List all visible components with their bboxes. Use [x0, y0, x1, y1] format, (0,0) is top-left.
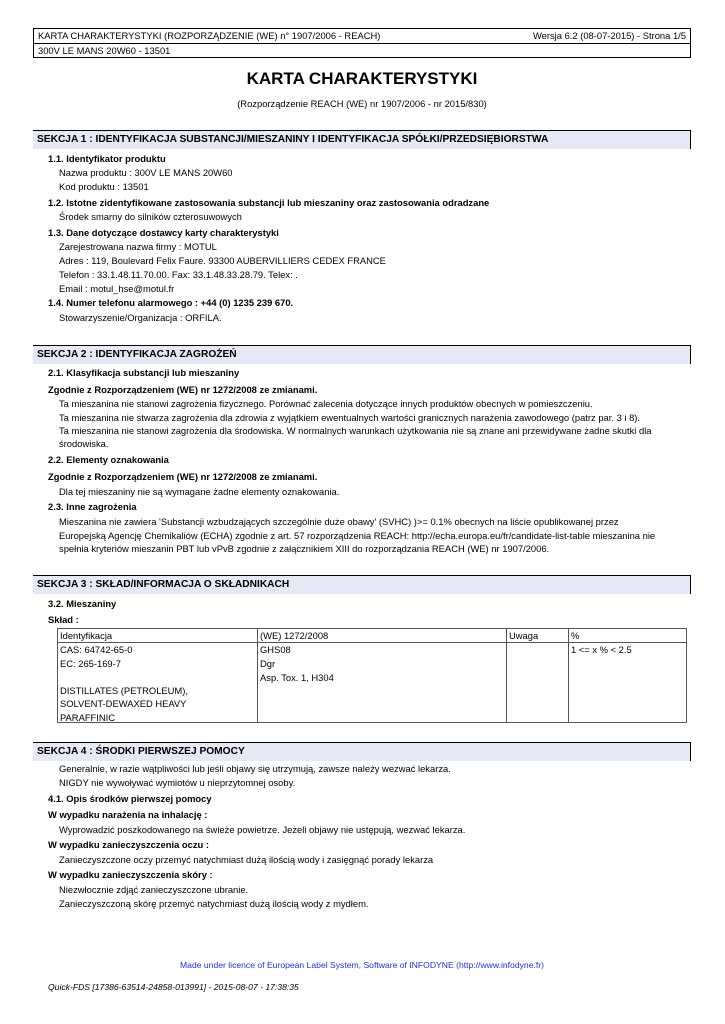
- s1-email[interactable]: Email : motul_hse@motul.fr: [59, 283, 175, 294]
- table-header-identyfikacja: Identyfikacja: [60, 630, 113, 641]
- s2-p1: Ta mieszanina nie stanowi zagrożenia fizycznego. Porównać zalecenia dotyczące innych produktów obecnych w pomieszczeniu.: [59, 398, 593, 409]
- table-cell-name-line3: PARAFFINIC: [60, 712, 116, 723]
- document-header: [33, 28, 691, 58]
- header-doc-name: KARTA CHARAKTERYSTYKI (ROZPORZĄDZENIE (WE) n° 1907/2006 - REACH): [38, 30, 381, 41]
- s2-reg1: Zgodnie z Rozporządzeniem (WE) nr 1272/2008 ze zmianami.: [48, 384, 318, 395]
- page-title: KARTA CHARAKTERYSTYKI: [246, 69, 478, 88]
- table-cell-asp: Asp. Tox. 1, H304: [260, 672, 334, 683]
- s2-p2: Ta mieszanina nie stwarza zagrożenia dla zdrowia z wyjątkiem ewentualnych wartości granicznych narażenia zawodowego (patrz par. 3 i 8).: [59, 412, 641, 423]
- table-cell-name-line2: SOLVENT-DEWAXED HEAVY: [60, 698, 187, 709]
- s1-use: Środek smarny do silników czterosuwowych: [59, 211, 242, 222]
- table-col-divider: [506, 629, 507, 722]
- table-cell-cas: CAS: 64742-65-0: [60, 644, 133, 655]
- s4-skin-heading: W wypadku zanieczyszczenia skóry :: [48, 869, 213, 880]
- table-cell-dgr: Dgr: [260, 658, 276, 669]
- table-cell-ghs: GHS08: [260, 644, 291, 655]
- table-cell-ec: EC: 265-169-7: [60, 658, 121, 669]
- s1-h12: 1.2. Istotne zidentyfikowane zastosowania substancji lub mieszaniny oraz zastosowania odradzane: [48, 197, 490, 208]
- header-row-product: [34, 43, 690, 57]
- table-col-divider: [568, 629, 569, 722]
- table-header-we: (WE) 1272/2008: [260, 630, 329, 641]
- s4-eye-heading: W wypadku zanieczyszczenia oczu :: [48, 839, 209, 850]
- s2-p3: Ta mieszanina nie stanowi zagrożenia dla środowiska. W normalnych warunkach użytkowania nie są znane ani przewidywane żadne skutki dla środowiska.: [59, 425, 652, 449]
- table-header-percent: %: [571, 630, 580, 641]
- s4-skin-2: Zanieczyszczoną skórę przemyć natychmiast dużą ilością wody z mydłem.: [59, 898, 369, 909]
- section-2-heading: SEKCJA 2 : IDENTYFIKACJA ZAGROŻEŃ: [33, 345, 691, 364]
- s4-inhalation-heading: W wypadku narażenia na inhalację :: [48, 809, 208, 820]
- section-1-heading: SEKCJA 1 : IDENTYFIKACJA SUBSTANCJI/MIESZANINY I IDENTYFIKACJA SPÓŁKI/PRZEDSIĘBIORSTWA: [33, 130, 691, 149]
- table-cell-name-line1: DISTILLATES (PETROLEUM),: [60, 685, 188, 696]
- quick-fds-stamp: Quick-FDS [17386-63514-24858-013991] - 2015-08-07 - 17:38:35: [48, 982, 299, 992]
- table-header-uwaga: Uwaga: [509, 630, 539, 641]
- s4-eye: Zanieczyszczone oczy przemyć natychmiast dużą ilością wody i zasięgnąć porady lekarza: [59, 854, 434, 865]
- s4-general-1: Generalnie, w razie wątpliwości lub jeśli objawy się utrzymują, zawsze należy wezwać lekarza.: [59, 763, 451, 774]
- s2-h21: 2.1. Klasyfikacja substancji lub mieszaniny: [48, 367, 240, 378]
- header-row-top: [34, 29, 690, 43]
- s3-sklad: Skład :: [48, 614, 79, 625]
- s2-h23: 2.3. Inne zagrożenia: [48, 501, 137, 512]
- page-subtitle: (Rozporządzenie REACH (WE) nr 1907/2006 - nr 2015/830): [237, 98, 487, 109]
- s1-product-code: Kod produktu : 13501: [59, 181, 149, 192]
- header-product: 300V LE MANS 20W60 - 13501: [38, 45, 171, 56]
- s4-general-2: NIGDY nie wywoływać wymiotów u nieprzytomnej osoby.: [59, 777, 296, 788]
- s4-h41: 4.1. Opis środków pierwszej pomocy: [48, 793, 212, 804]
- s2-p5: Mieszanina nie zawiera 'Substancji wzbudzających szczególnie duże obawy' (SVHC) )>= 0.1% obecnych na liście opublikowanej przez Europejską Agencję Chemikaliów (ECHA) zgodnie z art. 57 rozporządzenia REACH: http://echa.europa.eu/fr/candidate-list-table mieszanina nie spełnia kryteriów mieszanin PBT lub vPvB zgodnie z załącznikiem XIII do rozporządzania REACH (WE) nr 1907/2006.: [59, 516, 656, 554]
- s1-h14: 1.4. Numer telefonu alarmowego : +44 (0) 1235 239 670.: [48, 297, 294, 308]
- s4-inhalation: Wyprowadzić poszkodowanego na świeże powietrze. Jeżeli objawy nie ustępują, wezwać lekarza.: [59, 824, 466, 835]
- table-cell-percent: 1 <= x % < 2.5: [571, 644, 632, 655]
- licence-footer[interactable]: Made under licence of European Label System, Software of INFODYNE (http://www.infodyne.fr): [180, 960, 544, 970]
- composition-table: [57, 628, 687, 723]
- s1-product-name: Nazwa produktu : 300V LE MANS 20W60: [59, 167, 233, 178]
- s1-h13: 1.3. Dane dotyczące dostawcy karty charakterystyki: [48, 227, 279, 238]
- s4-skin-1: Niezwłocznie zdjąć zanieczyszczone ubranie.: [59, 884, 249, 895]
- s2-h22: 2.2. Elementy oznakowania: [48, 454, 169, 465]
- s1-h11: 1.1. Identyfikator produktu: [48, 153, 166, 164]
- section-3-heading: SEKCJA 3 : SKŁAD/INFORMACJA O SKŁADNIKACH: [33, 575, 691, 594]
- s2-p4: Dla tej mieszaniny nie są wymagane żadne elementy oznakowania.: [59, 486, 340, 497]
- s1-phone: Telefon : 33.1.48.11.70.00. Fax: 33.1.48.33.28.79. Telex: .: [59, 269, 298, 280]
- s1-company: Zarejestrowana nazwa firmy : MOTUL: [59, 241, 217, 252]
- s2-reg2: Zgodnie z Rozporządzeniem (WE) nr 1272/2008 ze zmianami.: [48, 471, 318, 482]
- s1-address: Adres : 119, Boulevard Felix Faure. 93300 AUBERVILLIERS CEDEX FRANCE: [59, 255, 386, 266]
- header-version: Wersja 6.2 (08-07-2015) - Strona 1/5: [532, 30, 686, 41]
- s3-h32: 3.2. Mieszaniny: [48, 598, 117, 609]
- section-4-heading: SEKCJA 4 : ŚRODKI PIERWSZEJ POMOCY: [33, 742, 691, 761]
- table-col-divider: [257, 629, 258, 722]
- s1-org: Stowarzyszenie/Organizacja : ORFILA.: [59, 312, 222, 323]
